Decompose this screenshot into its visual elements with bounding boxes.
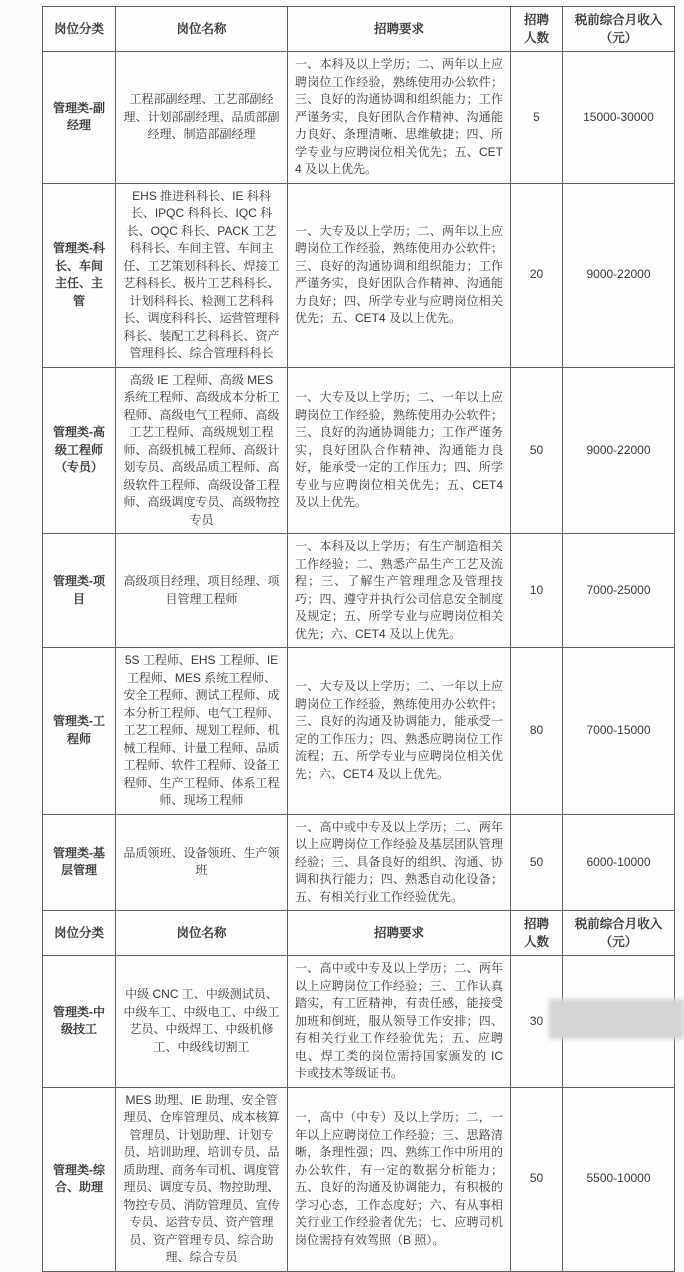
cell-requirements: 一、大专及以上学历；二、一年以上应聘岗位工作经验，熟练使用办公软件；三、良好的沟通及协调能力，能承受一定的工作压力；四、熟悉应聘岗位工作流程；五、所学专业与应聘岗位相关优先；六、CET4 及以上优先。: [288, 648, 511, 815]
recruitment-table: [42, 6, 675, 1272]
table-header-row-repeat: [43, 911, 675, 956]
cell-salary: 9000-22000: [563, 367, 675, 534]
cell-requirements: 一、高中或中专及以上学历；二、两年以上应聘岗位工作经验；三、工作认真踏实，有工匠精神，有责任感，能接受加班和倒班，服从领导工作安排；四、有相关行业工作经验优先；五、应聘电、焊工类的岗位需持国家颁发的 IC 卡或技术等级证书。: [288, 956, 511, 1088]
cell-requirements: 一、高中或中专及以上学历；二、两年以上应聘岗位工作经验及基层团队管理经验；三、具备良好的组织、沟通、协调和执行能力；四、熟悉自动化设备；五、有相关行业工作经验优先。: [288, 814, 511, 911]
header-position-name: 岗位名称: [116, 911, 288, 956]
cell-category: 管理类-高级工程师（专员）: [43, 367, 116, 534]
cell-salary: 6000-10000: [563, 814, 675, 911]
cell-category: 管理类-基层管理: [43, 814, 116, 911]
cell-positions: EHS 推进科科长、IE 科科长、IPQC 科科长、IQC 科长、OQC 科长、PACK 工艺科科长、车间主管、车间主任、工艺策划科科长、焊接工艺科科长、极片工艺科科长、计划科科长、检测工艺科科长、调度科科长、运营管理科科长、装配工艺科科长、资产管理科长、综合管理科科长: [116, 183, 288, 367]
cell-salary: 7000-25000: [563, 534, 675, 648]
cell-category: 管理类-中级技工: [43, 956, 116, 1088]
cell-headcount: 50: [511, 367, 563, 534]
cell-salary: 15000-30000: [563, 52, 675, 184]
cell-positions: 高级 IE 工程师、高级 MES 系统工程师、高级成本分析工程师、高级电气工程师、高级工艺工程师、高级规划工程师、高级机械工程师、高级计划专员、高级品质工程师、高级软件工程师、高级设备工程师、高级调度专员、高级物控专员: [116, 367, 288, 534]
cell-headcount: 10: [511, 534, 563, 648]
cell-requirements: 一、大专及以上学历；二、两年以上应聘岗位工作经验，熟练使用办公软件；三、良好的沟通协调和组织能力；工作严谨务实，良好团队合作精神、沟通能力良好；四、所学专业与应聘岗位相关优先；五、CET4 及以上优先。: [288, 183, 511, 367]
cell-requirements: 一、大专及以上学历；二、一年以上应聘岗位工作经验，熟练使用办公软件；三、良好的沟通协调能力；工作严谨务实，良好团队合作精神、沟通能力良好，能承受一定的工作压力；四、所学专业与应聘岗位相关优先；五、CET4 及以上优先。: [288, 367, 511, 534]
cell-category: 管理类-副经理: [43, 52, 116, 184]
cell-positions: 5S 工程师、EHS 工程师、IE 工程师、MES 系统工程师、安全工程师、测试工程师、成本分析工程师、电气工程师、工艺工程师、规划工程师、机械工程师、计量工程师、品质工程师、软件工程师、设备工程师、生产工程师、体系工程师、现场工程师: [116, 648, 288, 815]
table-row: [43, 534, 675, 648]
cell-salary: 7000-15000: [563, 648, 675, 815]
cell-headcount: 80: [511, 648, 563, 815]
table-row: [43, 814, 675, 911]
cell-category: 管理类-综合、助理: [43, 1087, 116, 1271]
header-category: 岗位分类: [43, 7, 116, 52]
cell-positions: 工程部副经理、工艺部副经理、计划部副经理、品质部副经理、制造部副经理: [116, 52, 288, 184]
cell-requirements: 一，高中（中专）及以上学历；二，一年以上应聘岗位工作经验；三、思路清晰，条理性强；四、熟练工作中所用的办公软件，有一定的数据分析能力；五、良好的沟通及协调能力，有积极的学习心态，工作态度好；六、有从事相关行业工作经验者优先；七、应聘司机岗位需持有效驾照（B 照）。: [288, 1087, 511, 1271]
cell-positions: 品质领班、设备领班、生产领班: [116, 814, 288, 911]
cell-category: 管理类-工程师: [43, 648, 116, 815]
cell-salary: 5500-10000: [563, 1087, 675, 1271]
table-header-row: [43, 7, 675, 52]
header-headcount: 招聘人数: [511, 7, 563, 52]
cell-positions: 高级项目经理、项目经理、项目管理工程师: [116, 534, 288, 648]
cell-salary: 9000-22000: [563, 183, 675, 367]
header-requirements: 招聘要求: [288, 7, 511, 52]
header-salary: 税前综合月收入（元）: [563, 7, 675, 52]
cell-headcount: 50: [511, 1087, 563, 1271]
cell-headcount: 20: [511, 183, 563, 367]
cell-headcount: 5: [511, 52, 563, 184]
header-category: 岗位分类: [43, 911, 116, 956]
header-position-name: 岗位名称: [116, 7, 288, 52]
cell-positions: 中级 CNC 工、中级测试员、中级车工、中级电工、中级工艺员、中级焊工、中级机修工、中级线切割工: [116, 956, 288, 1088]
cell-requirements: 一、本科及以上学历；二、两年以上应聘岗位工作经验，熟练使用办公软件；三、良好的沟通协调和组织能力；工作严谨务实，良好团队合作精神、沟通能力良好、条理清晰、思维敏捷；四、所学专业与应聘岗位相关优先；五、CET4 及以上优先。: [288, 52, 511, 184]
table-row: [43, 648, 675, 815]
table-row: [43, 1087, 675, 1271]
cell-category: 管理类-科长、车间主任、主管: [43, 183, 116, 367]
table-row: [43, 367, 675, 534]
header-headcount: 招聘人数: [511, 911, 563, 956]
header-requirements: 招聘要求: [288, 911, 511, 956]
cell-category: 管理类-项目: [43, 534, 116, 648]
table-row: [43, 52, 675, 184]
cell-positions: MES 助理、IE 助理、安全管理员、仓库管理员、成本核算管理员、计划助理、计划专员、培训助理、培训专员、品质助理、商务车司机、调度管理员、调度专员、物控助理、物控专员、消防管理员、宣传专员、运营专员、资产管理员、资产管理专员、综合助理、综合专员: [116, 1087, 288, 1271]
cell-requirements: 一、本科及以上学历；有生产制造相关工作经验；二、熟悉产品生产工艺及流程；三、了解生产管理理念及管理技巧；四、遵守并执行公司信息安全制度及规定；五、所学专业与应聘岗位相关优先；六、CET4 及以上优先。: [288, 534, 511, 648]
header-salary: 税前综合月收入（元）: [563, 911, 675, 956]
cell-headcount: 30: [511, 956, 563, 1088]
cell-headcount: 50: [511, 814, 563, 911]
table-row: [43, 183, 675, 367]
watermark-blur-patch: [549, 999, 684, 1039]
